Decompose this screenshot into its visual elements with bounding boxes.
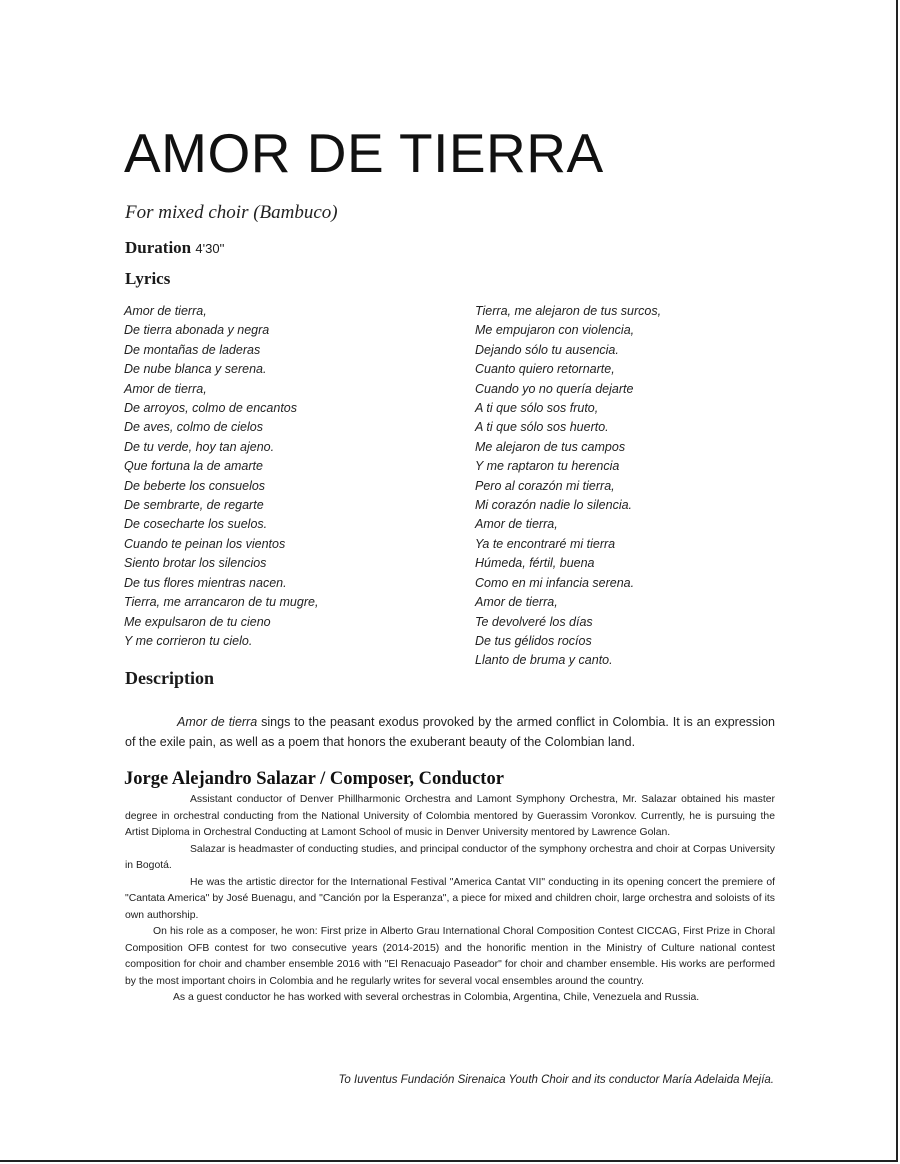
lyric-line: Pero al corazón mi tierra, (475, 478, 615, 493)
lyric-line: De tu verde, hoy tan ajeno. (124, 439, 275, 454)
bio-paragraph: As a guest conductor he has worked with several orchestras in Colombia, Argentina, Chile, Venezuela and Russia. (173, 992, 700, 1003)
lyrics-right-column (475, 302, 661, 671)
lyric-line: De montañas de laderas (124, 342, 261, 357)
lyrics-left-column (124, 302, 318, 651)
lyric-line: Amor de tierra, (475, 517, 558, 532)
description-text (125, 712, 775, 752)
lyric-line: De tus gélidos rocíos (475, 633, 592, 648)
bio-text (125, 792, 775, 1007)
lyric-line: De arroyos, colmo de encantos (124, 401, 298, 416)
lyric-line: Te devolveré los días (475, 614, 593, 629)
bio-paragraph: He was the artistic director for the International Festival "America Cantat VII" conducting in its opening concert the premiere of "Cantata America" by José Buenagu, and "Canción por la Esperanza", a piece for mixed and children choir, large orchestra and soloists of its own authorship. (125, 876, 775, 921)
lyric-line: Cuando te peinan los vientos (124, 536, 286, 551)
lyric-line: Mi corazón nadie lo silencia. (475, 498, 633, 513)
bio-paragraph: Salazar is headmaster of conducting studies, and principal conductor of the symphony orchestra and choir at Corpas University in Bogotá. (125, 843, 775, 871)
lyric-line: Amor de tierra, (124, 304, 207, 318)
lyric-line: Cuando yo no quería dejarte (475, 381, 634, 396)
lyric-line: Que fortuna la de amarte (124, 459, 263, 474)
lyric-line: De beberte los consuelos (124, 478, 266, 493)
lyric-line: Dejando sólo tu ausencia. (475, 342, 619, 357)
lyric-line: De tus flores mientras nacen. (124, 575, 287, 590)
bio-heading: Jorge Alejandro Salazar / Composer, Conductor (124, 769, 504, 789)
lyric-line: Y me corrieron tu cielo. (124, 633, 253, 648)
description-heading: Description (125, 668, 214, 688)
page-title: AMOR DE TIERRA (124, 122, 604, 184)
lyrics-heading: Lyrics (125, 269, 171, 288)
lyric-line: De aves, colmo de cielos (124, 420, 263, 435)
lyric-line: Me alejaron de tus campos (475, 439, 626, 454)
lyric-line: Llanto de bruma y canto. (475, 653, 613, 668)
subtitle: For mixed choir (Bambuco) (125, 202, 338, 223)
lyric-line: Me expulsaron de tu cieno (124, 614, 271, 629)
duration-label: Duration (125, 238, 192, 257)
lyric-line: A ti que sólo sos huerto. (475, 420, 609, 435)
lyric-line: De tierra abonada y negra (124, 323, 270, 338)
description-body: sings to the peasant exodus provoked by the armed conflict in Colombia. It is an expression of the exile pain, as well as a poem that honors the exuberant beauty of the Colombian land. (125, 715, 775, 749)
lyric-line: Tierra, me arrancaron de tu mugre, (124, 595, 319, 610)
lyric-line: Cuanto quiero retornarte, (475, 362, 615, 377)
description-work-title: Amor de tierra (177, 715, 258, 729)
lyric-line: Como en mi infancia serena. (475, 575, 635, 590)
duration-value: 4'30'' (195, 241, 225, 256)
lyric-line: Y me raptaron tu herencia (475, 459, 620, 474)
lyric-line: A ti que sólo sos fruto, (475, 401, 599, 416)
lyric-line: Amor de tierra, (475, 595, 558, 610)
dedication: To Iuventus Fundación Sirenaica Youth Choir and its conductor María Adelaida Mejía. (338, 1074, 774, 1086)
lyric-line: Húmeda, fértil, buena (475, 556, 595, 571)
lyric-line: Me empujaron con violencia, (475, 323, 635, 338)
bio-paragraph: Assistant conductor of Denver Phillharmonic Orchestra and Lamont Symphony Orchestra, Mr. Salazar obtained his master degree in orchestral conducting from the National University of Colombia mentored by Guerassim Voronkov. Currently, he is pursuing the Artist Diploma in Orchestral Conducting at Lamont School of music in Denver University mentored by Lawrence Golan. (125, 794, 775, 838)
lyric-line: Amor de tierra, (124, 381, 207, 396)
duration (125, 238, 225, 258)
bio-paragraph: On his role as a composer, he won: First prize in Alberto Grau International Choral Composition Contest CICCAG, First Prize in Choral Composition OFB contest for two consecutive years (2014-2015) and the honorific mention in the Ministry of Culture national contest composition for choir and chamber ensemble 2016 with "El Renacuajo Paseador" for choir and chamber ensemble. His works are performed by the most important choirs in Colombia and he regularly writes for several vocal ensembles around the country. (125, 926, 775, 987)
lyric-line: Siento brotar los silencios (124, 556, 267, 571)
lyric-line: De sembrarte, de regarte (124, 498, 264, 513)
lyric-line: De cosecharte los suelos. (124, 517, 268, 532)
lyric-line: Tierra, me alejaron de tus surcos, (475, 304, 662, 318)
lyric-line: De nube blanca y serena. (124, 362, 267, 377)
lyric-line: Ya te encontraré mi tierra (475, 536, 616, 551)
